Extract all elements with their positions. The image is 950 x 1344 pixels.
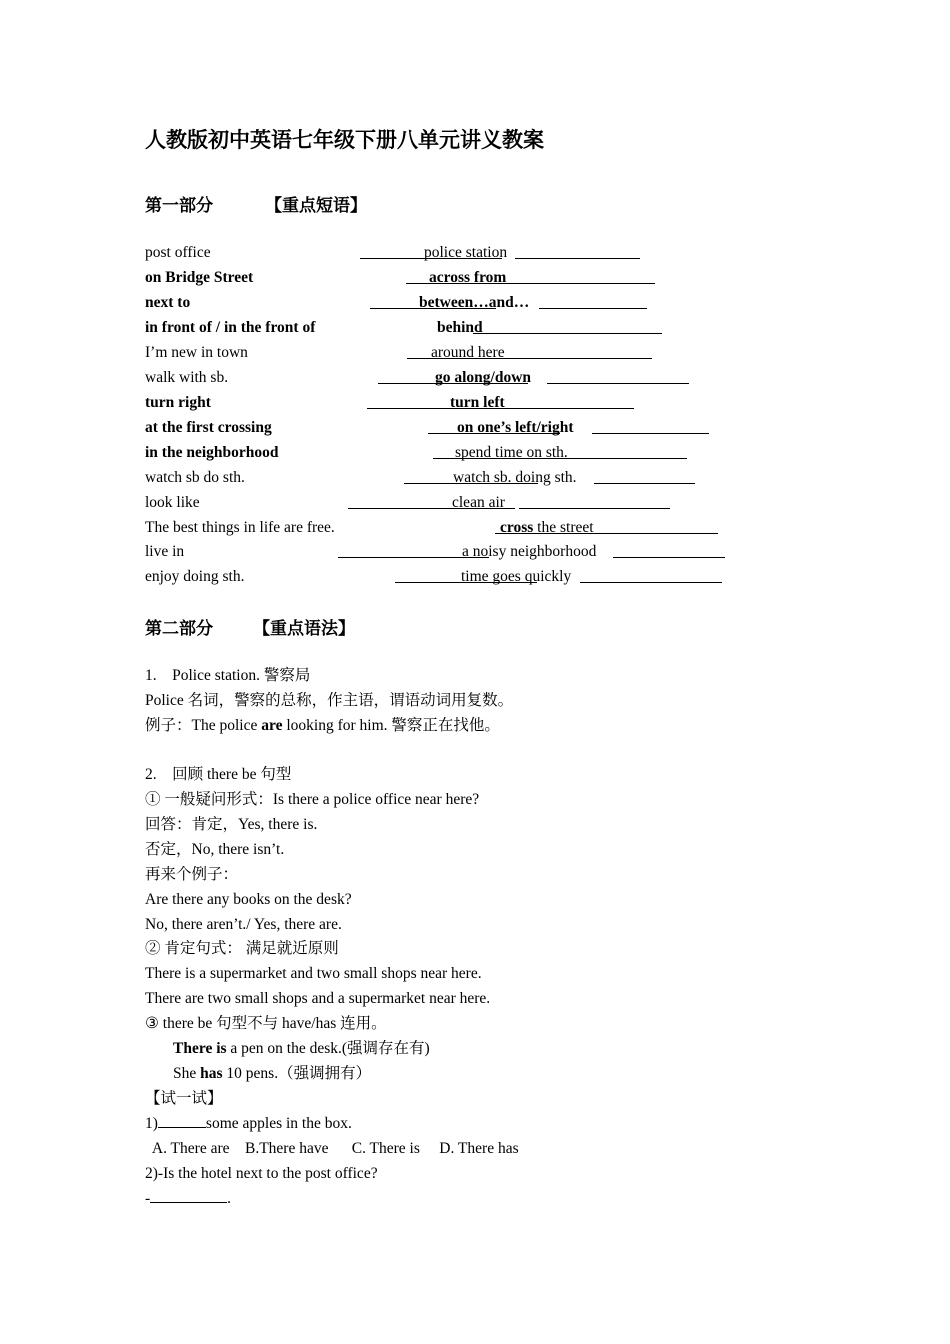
phrase-right: clean air bbox=[452, 493, 505, 511]
exercise-1-number: 1) bbox=[145, 1115, 158, 1132]
exercise-2-question: 2)-Is the hotel next to the post office? bbox=[145, 1165, 378, 1182]
answer-negative: 否定，No, there isn’t. bbox=[145, 841, 285, 858]
phrase-row bbox=[145, 266, 765, 290]
part2-label: 第二部分 bbox=[145, 619, 213, 638]
phrase-right: spend time on sth. bbox=[455, 443, 568, 461]
phrase-left: on Bridge Street bbox=[145, 268, 254, 286]
phrase-row bbox=[145, 291, 765, 315]
have-has-rule: ③ there be 句型不与 have/has 连用。 bbox=[145, 1015, 387, 1032]
phrase-left: live in bbox=[145, 543, 185, 561]
there-is-example bbox=[173, 1037, 430, 1061]
question-form: ① 一般疑问形式：Is there a police office near here? bbox=[145, 791, 480, 808]
exercise-2-dash: - bbox=[145, 1190, 151, 1207]
phrase-row bbox=[145, 366, 765, 390]
has-example bbox=[173, 1062, 371, 1086]
phrase-right: police station bbox=[424, 244, 508, 261]
answer-blank[interactable] bbox=[613, 542, 725, 558]
phrase-row bbox=[145, 540, 765, 564]
grammar-point-1-example bbox=[145, 714, 500, 738]
phrase-row bbox=[145, 491, 765, 515]
phrase-left: The best things in life are free. bbox=[145, 518, 335, 536]
answer-blank[interactable] bbox=[513, 268, 655, 284]
phrase-row bbox=[145, 565, 765, 589]
phrase-left: turn right bbox=[145, 393, 211, 411]
there-is-rest: a pen on the desk.(强调存在有) bbox=[226, 1040, 430, 1057]
phrase-row bbox=[145, 241, 765, 265]
answer-blank[interactable] bbox=[158, 1112, 206, 1128]
answer-positive: 回答：肯定，Yes, there is. bbox=[145, 816, 318, 833]
part1-tag: 【重点短语】 bbox=[265, 196, 367, 215]
phrase-right: on one’s left/right bbox=[457, 418, 574, 436]
answer-blank[interactable] bbox=[547, 368, 689, 384]
example-question: Are there any books on the desk? bbox=[145, 891, 352, 908]
phrase-left: I’m new in town bbox=[145, 343, 248, 361]
example-text-end: looking for him. 警察正在找他。 bbox=[282, 717, 500, 734]
example-bold: are bbox=[261, 717, 283, 734]
answer-blank[interactable] bbox=[580, 567, 722, 583]
exercise-1 bbox=[145, 1112, 352, 1136]
phrase-right: time goes quickly bbox=[461, 568, 572, 586]
try-it-heading: 【试一试】 bbox=[145, 1090, 223, 1107]
phrase-left: post office bbox=[145, 244, 211, 261]
exercise-1-text: some apples in the box. bbox=[205, 1115, 352, 1132]
phrase-row bbox=[145, 391, 765, 415]
answer-blank[interactable] bbox=[577, 443, 687, 459]
has-pre: She bbox=[173, 1065, 201, 1082]
phrase-left: in front of / in the front of bbox=[145, 318, 316, 336]
affirmative-example-2: There are two small shops and a supermarket near here. bbox=[145, 990, 491, 1007]
phrase-row bbox=[145, 516, 765, 540]
phrase-left: next to bbox=[145, 293, 191, 311]
there-is-bold: There is bbox=[173, 1040, 227, 1057]
phrase-left: in the neighborhood bbox=[145, 443, 279, 461]
phrase-row bbox=[145, 466, 765, 490]
phrase-right: turn left bbox=[450, 393, 505, 411]
phrase-left: at the first crossing bbox=[145, 418, 272, 436]
phrase-right: cross the street bbox=[500, 518, 594, 536]
has-rest: 10 pens.（强调拥有） bbox=[222, 1065, 372, 1082]
answer-blank[interactable] bbox=[594, 468, 695, 484]
affirmative-example-1: There is a supermarket and two small shops near here. bbox=[145, 965, 482, 982]
example-text: 例子：The police bbox=[145, 717, 262, 734]
phrase-right: around here bbox=[431, 343, 505, 361]
part1-heading bbox=[145, 191, 367, 216]
grammar-point-2-title: 2. 回顾 there be 句型 bbox=[145, 766, 292, 783]
exercise-2-period: . bbox=[227, 1190, 232, 1207]
answer-blank[interactable] bbox=[150, 1187, 227, 1203]
answer-blank[interactable] bbox=[507, 393, 634, 409]
answer-blank[interactable] bbox=[496, 318, 662, 334]
example-answer: No, there aren’t./ Yes, there are. bbox=[145, 916, 342, 933]
phrase-right: go along/down bbox=[435, 368, 532, 386]
phrase-row bbox=[145, 316, 765, 340]
part2-heading bbox=[145, 614, 355, 639]
grammar-point-1-title: 1. Police station. 警察局 bbox=[145, 667, 311, 684]
answer-blank[interactable] bbox=[592, 418, 709, 434]
answer-blank[interactable] bbox=[519, 493, 670, 509]
phrase-row bbox=[145, 416, 765, 440]
phrase-right: between…and… bbox=[419, 293, 530, 311]
has-bold: has bbox=[200, 1065, 223, 1082]
phrase-right-bold: cross bbox=[500, 518, 534, 536]
phrase-left: enjoy doing sth. bbox=[145, 568, 245, 586]
phrase-row bbox=[145, 341, 765, 365]
phrase-right: across from bbox=[429, 268, 507, 286]
document-title: 人教版初中英语七年级下册八单元讲义教案 bbox=[145, 128, 544, 152]
another-example-label: 再来个例子： bbox=[145, 866, 239, 883]
grammar-point-1-line: Police 名词，警察的总称，作主语，谓语动词用复数。 bbox=[145, 692, 514, 709]
phrase-left: look like bbox=[145, 493, 200, 511]
part1-label: 第一部分 bbox=[145, 196, 213, 215]
exercise-2-answer bbox=[145, 1187, 231, 1211]
phrase-right: watch sb. doing sth. bbox=[453, 468, 577, 486]
phrase-left: walk with sb. bbox=[145, 368, 229, 386]
phrase-row bbox=[145, 441, 765, 465]
answer-blank[interactable] bbox=[515, 243, 640, 259]
answer-blank[interactable] bbox=[510, 343, 652, 359]
exercise-1-options: A. There are B.There have C. There is D. There has bbox=[145, 1140, 519, 1157]
phrase-left: watch sb do sth. bbox=[145, 468, 245, 486]
answer-blank[interactable] bbox=[539, 293, 647, 309]
answer-blank[interactable] bbox=[610, 518, 718, 534]
affirmative-form: ② 肯定句式： 满足就近原则 bbox=[145, 940, 339, 957]
phrase-right: a noisy neighborhood bbox=[462, 543, 597, 561]
phrase-right: behind bbox=[437, 318, 483, 336]
part2-tag: 【重点语法】 bbox=[253, 619, 355, 638]
